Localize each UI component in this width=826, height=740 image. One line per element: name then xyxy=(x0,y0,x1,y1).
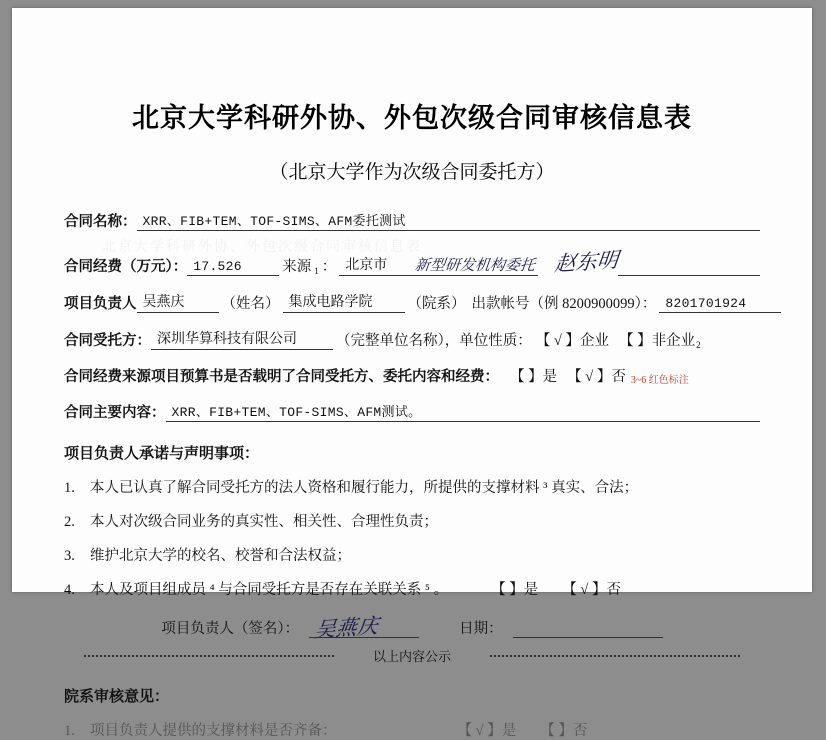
list-item-index: 1. xyxy=(64,480,75,496)
list-item-index: 2. xyxy=(64,514,75,530)
list-item-index: 1. xyxy=(64,723,75,739)
promise-section-heading: 项目负责人承诺与声明事项： xyxy=(64,446,260,462)
leader-signature-label: 项目负责人（签名）： xyxy=(161,621,300,637)
list-item xyxy=(64,476,760,497)
source-value[interactable]: 北京市 xyxy=(339,254,411,276)
non-enterprise-footnote-marker: 2 xyxy=(696,340,701,350)
list-item-index: 4. xyxy=(64,582,75,598)
leader-signature-row xyxy=(64,613,760,643)
budget-question-label: 合同经费来源项目预算书是否载明了合同受托方、委托内容和经费： xyxy=(64,369,499,385)
department-hint: （院系） xyxy=(407,296,466,312)
account-value[interactable]: 8201701924 xyxy=(659,296,781,313)
checkbox-relation-no[interactable]: 【 √ 】否 xyxy=(562,582,621,598)
main-content-label: 合同主要内容： xyxy=(64,405,166,421)
list-item-text: 本人及项目组成员 ⁴ 与合同受托方是否存在关联关系 ⁵ 。 xyxy=(90,582,449,598)
checkbox-review-yes[interactable]: 【 √ 】是 xyxy=(457,723,517,739)
account-label: 出款帐号（例 8200900099）： xyxy=(471,296,657,312)
fee-value[interactable]: 17.526 xyxy=(187,259,279,276)
field-trustee xyxy=(64,328,760,350)
list-item-text: 维护北京大学的校名、校誉和合法权益； xyxy=(90,548,351,564)
list-item xyxy=(64,544,760,565)
public-notice-divider xyxy=(64,646,760,665)
list-item-text: 项目负责人提供的支撑材料是否齐备： xyxy=(90,723,337,739)
review-section-heading: 院系审核意见： xyxy=(64,689,170,705)
leader-signature-field[interactable] xyxy=(309,613,419,643)
list-item-text: 本人已认真了解合同受托方的法人资格和履行能力，所提供的支撑材料 ³ 真实、合法； xyxy=(90,480,639,496)
contract-name-underline-tail xyxy=(449,215,761,231)
leader-label: 项目负责人 xyxy=(64,296,137,312)
trustee-note: （完整单位名称），单位性质： xyxy=(336,333,532,349)
field-main-content xyxy=(64,401,760,422)
list-item xyxy=(64,578,760,599)
checkbox-relation-yes[interactable]: 【 】是 xyxy=(491,582,539,598)
checkbox-non-enterprise[interactable]: 【 】非企业 xyxy=(618,333,696,349)
source-label: 来源 xyxy=(282,259,312,275)
contract-name-label: 合同名称： xyxy=(64,214,137,230)
field-project-leader xyxy=(64,291,760,313)
faint-watermark-text: 北京大学科研外协、外包次级合同审核信息表 xyxy=(102,240,422,255)
fee-label: 合同经费（万元）： xyxy=(64,259,188,275)
list-item xyxy=(64,510,760,531)
date-field[interactable] xyxy=(513,619,663,638)
list-item-text: 本人对次级合同业务的真实性、相关性、合理性负责； xyxy=(90,514,438,530)
main-content-value[interactable]: XRR、FIB+TEM、TOF-SIMS、AFM测试。 xyxy=(166,401,468,422)
date-label: 日期： xyxy=(459,621,503,637)
leader-signature-handwriting: 吴燕庆 xyxy=(313,613,380,643)
checkbox-review-no[interactable]: 【 】否 xyxy=(540,723,588,739)
list-item-index: 3. xyxy=(64,548,75,564)
document-body xyxy=(12,96,812,740)
source-colon: ： xyxy=(321,259,337,275)
field-contract-name xyxy=(64,210,760,231)
public-notice-text: 以上内容公示 xyxy=(372,649,451,664)
field-budget-statement xyxy=(64,365,760,386)
page-title: 北京大学科研外协、外包次级合同审核信息表 xyxy=(132,103,692,133)
leader-name-hint: （姓名） xyxy=(221,296,280,312)
checkbox-enterprise[interactable]: 【 √ 】企业 xyxy=(535,333,609,349)
contract-name-value[interactable]: XRR、FIB+TEM、TOF-SIMS、AFM委托测试 xyxy=(137,210,449,231)
leader-value[interactable]: 吴燕庆 xyxy=(137,291,219,313)
main-content-underline-tail xyxy=(468,406,761,422)
checkbox-budget-no[interactable]: 【 √ 】否 xyxy=(567,369,626,385)
page-subtitle: （北京大学作为次级合同委托方） xyxy=(269,162,555,183)
source-underline-tail xyxy=(618,260,760,276)
source-footnote-marker: 1 xyxy=(314,266,319,276)
source-signature-handwriting: 赵东明 xyxy=(553,247,620,277)
source-handwritten-note: 新型研发机构委托 xyxy=(410,254,540,276)
checkbox-budget-yes[interactable]: 【 】是 xyxy=(510,369,558,385)
document-page xyxy=(12,8,812,739)
trustee-label: 合同受托方： xyxy=(64,333,151,349)
list-item xyxy=(64,719,760,740)
budget-red-footnote: 3~6 红色标注 xyxy=(630,375,689,386)
department-value[interactable]: 集成电路学院 xyxy=(283,291,405,313)
trustee-value[interactable]: 深圳华算科技有限公司 xyxy=(151,328,333,350)
